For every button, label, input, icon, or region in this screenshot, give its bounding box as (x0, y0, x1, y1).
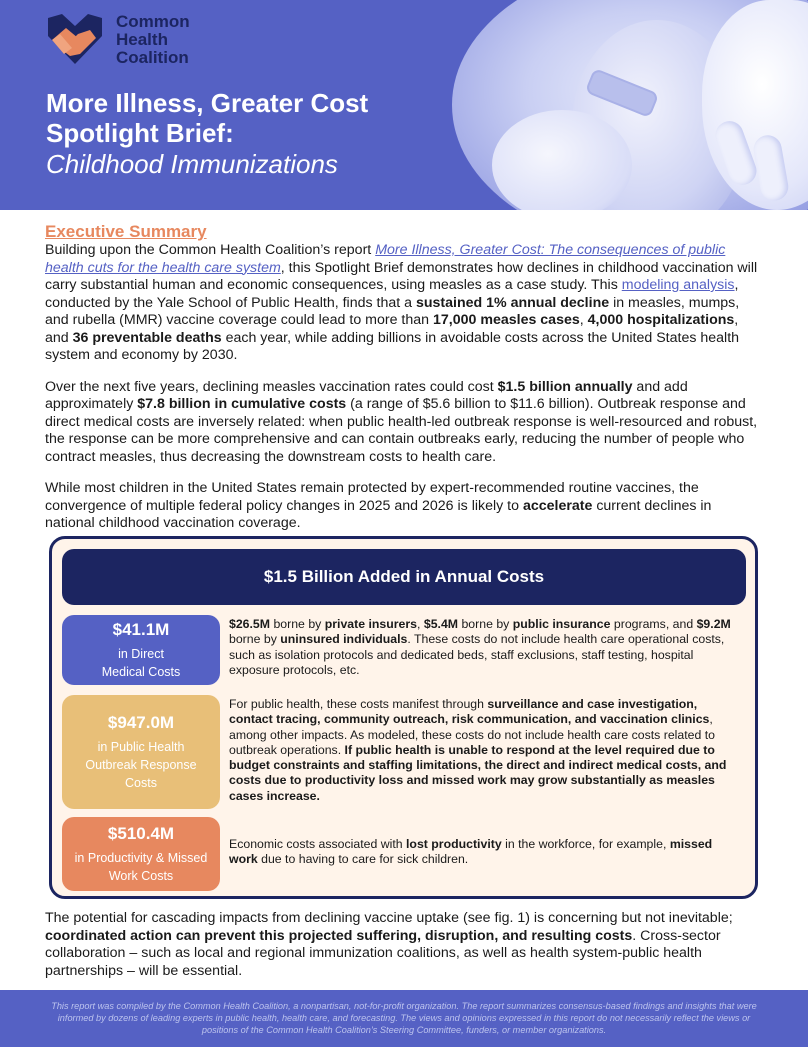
logo-text-line: Coalition (116, 48, 189, 67)
closing-paragraph: The potential for cascading impacts from declining vaccine uptake (see fig. 1) is concerning but not inevitable; coordinated action can prevent this projected suffering, disruption, and resulting costs. Cross-sector collaboration – such as local and regional immunization coalitions, as well as health system-public health partnerships – will be essential. (45, 910, 733, 979)
title-line-2: Spotlight Brief: (46, 118, 234, 148)
modeling-analysis-link[interactable]: modeling analysis (621, 277, 735, 293)
cost-label: in Direct Medical Costs (101, 647, 181, 679)
section-heading: Executive Summary (45, 222, 207, 241)
summary-paragraph-3: While most children in the United States remain protected by expert-recommended routine vaccines, the convergence of multiple federal policy changes in 2025 and 2026 is likely to accelerate current declines in national childhood vaccination coverage. (45, 480, 712, 531)
cost-amount: $947.0M (107, 713, 175, 732)
executive-summary (45, 222, 765, 547)
report-link[interactable]: More Illness, Greater Cost: The consequences of public health cuts for the health care system (45, 242, 726, 276)
public-health-costs-tile (62, 695, 220, 809)
footer-disclaimer: This report was compiled by the Common Health Coalition, a nonpartisan, not-for-profit organization. The report summarizes consensus-based findings and insights that were informed by dozens of leading experts in public health, health care, and forecasting. The views and opinions expressed in this report do not necessarily reflect the views or positions of the Common Health Coalition’s Steering Committee, funders, or member organizations. (0, 990, 808, 1047)
logo-text-line: Health (116, 30, 168, 49)
title-line-1: More Illness, Greater Cost (46, 88, 369, 118)
cost-amount: $510.4M (107, 824, 175, 843)
cost-label: in Productivity & Missed Work Costs (74, 851, 208, 883)
logo-text-line: Common (116, 12, 190, 31)
cost-breakdown-box (49, 536, 758, 899)
logo (44, 10, 190, 70)
cost-amount: $41.1M (112, 620, 170, 639)
productivity-costs-description: Economic costs associated with lost productivity in the workforce, for example, missed work due to having to care for sick children. (229, 837, 713, 867)
header-banner (0, 0, 808, 210)
title-line-3: Childhood Immunizations (46, 149, 338, 179)
hands-heart-icon (44, 10, 106, 70)
cost-box-heading: $1.5 Billion Added in Annual Costs (62, 549, 746, 605)
summary-paragraph-1: Building upon the Common Health Coalition’s report More Illness, Greater Cost: The consequences of public health cuts for the health care system, this Spotlight Brief demonstrates how declines in childhood vaccination will carry substantial human and economic consequences, using measles as a case study. This modeling analysis, conducted by the Yale School of Public Health, finds that a sustained 1% annual decline in measles, mumps, and rubella (MMR) vaccine coverage could lead to more than 17,000 measles cases, 4,000 hospitalizations, and 36 preventable deaths each year, while adding billions in avoidable costs across the United States health system and economy by 2030. (45, 242, 758, 363)
direct-medical-costs-tile (62, 615, 220, 685)
page-title (46, 88, 368, 180)
vaccination-photo (452, 0, 808, 210)
summary-paragraph-2: Over the next five years, declining measles vaccination rates could cost $1.5 billion annually and add approximately $7.8 billion in cumulative costs (a range of $5.6 billion to $11.6 billion). Outbreak response and direct medical costs are inversely related: when public health-led outbreak response is well-resourced and robust, the response can be more comprehensive and can contain outbreaks early, reducing the number of people who contract measles, thus decreasing the downstream costs to health care. (45, 378, 758, 465)
cost-label: in Public Health Outbreak Response Costs (85, 740, 197, 790)
productivity-costs-tile (62, 817, 220, 891)
public-health-costs-description: For public health, these costs manifest through surveillance and case investigation, contact tracing, community outreach, risk communication, and vaccination clinics, among other impacts. As modeled, these costs do not include health care costs related to outbreak operations. If public health is unable to respond at the level required due to budget constraints and staffing limitations, the direct and indirect medical costs, and costs due to productivity loss and missed work may grow substantially as measles cases increase. (229, 697, 727, 803)
direct-medical-costs-description: $26.5M borne by private insurers, $5.4M borne by public insurance programs, and $9.2M borne by uninsured individuals. These costs do not include health care operational costs, such as isolation protocols and dedicated beds, staff exclusions, staff testing, hospital exposure protocols, etc. (229, 617, 731, 677)
